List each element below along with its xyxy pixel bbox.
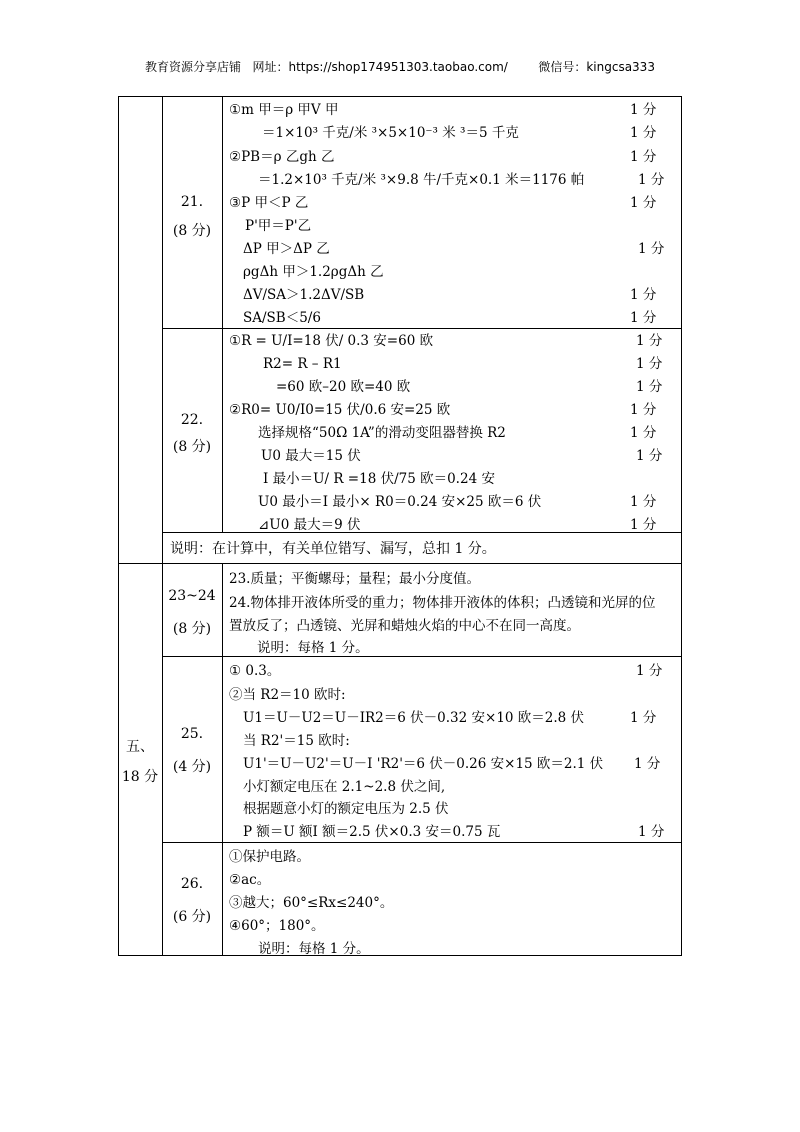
line-points: 1 分 [638, 172, 665, 188]
answer-line: 当 R2'＝15 欧时: [243, 733, 350, 749]
line-points: 1 分 [630, 125, 657, 141]
section-points: 18 分 [121, 769, 159, 785]
answer-line: 小灯额定电压在 2.1~2.8 伏之间, [243, 779, 446, 795]
answer-line: P'甲＝P'乙 [245, 218, 312, 234]
answer-line: U0 最小＝I 最小× R0＝0.24 安×25 欧＝6 伏 [258, 494, 542, 510]
line-points: 1 分 [634, 756, 661, 772]
line-points: 1 分 [636, 356, 663, 372]
question-number: 26. [180, 876, 204, 892]
answer-line: ⊿U0 最大＝9 伏 [258, 517, 361, 533]
answer-line: 23.质量；平衡螺母；量程；最小分度值。 [229, 571, 480, 587]
question-number: 25. [180, 726, 204, 742]
answer-line: 选择规格“50Ω 1A”的滑动变阻器替换 R2 [258, 425, 506, 441]
line-points: 1 分 [636, 333, 663, 349]
answer-line: 置放反了；凸透镜、光屏和蜡烛火焰的中心不在同一高度。 [229, 618, 580, 634]
calculation-note: 说明：在计算中，有关单位错写、漏写，总扣 1 分。 [170, 541, 496, 557]
line-points: 1 分 [630, 310, 657, 326]
answer-line: ΔP 甲＞ΔP 乙 [243, 241, 330, 257]
line-points: 1 分 [630, 402, 657, 418]
answer-line: 24.物体排开液体所受的重力；物体排开液体的体积；凸透镜和光屏的位 [229, 595, 656, 611]
line-points: 1 分 [630, 425, 657, 441]
question-points: (8 分) [172, 439, 212, 455]
answer-line: ④60°；180°。 [229, 918, 325, 934]
line-points: 1 分 [630, 102, 657, 118]
line-points: 1 分 [630, 149, 657, 165]
question-points: (6 分) [172, 909, 212, 925]
answer-line: SA/SB＜5/6 [243, 310, 321, 326]
answer-line: ΔV/SA＞1.2ΔV/SB [243, 287, 365, 303]
line-points: 1 分 [636, 379, 663, 395]
question-number: 21. [180, 194, 204, 210]
answer-line: ②当 R2＝10 欧时: [229, 687, 346, 703]
answer-line: 根据题意小灯的额定电压为 2.5 伏 [243, 801, 449, 817]
question-points: (4 分) [172, 759, 212, 775]
question-number: 23~24 [168, 588, 216, 604]
section-label: 五、 [126, 739, 154, 755]
answer-line: ③P 甲＜P 乙 [229, 195, 309, 211]
answer-line: ＝1×10³ 千克/米 ³×5×10⁻³ 米 ³＝5 千克 [262, 125, 519, 141]
line-points: 1 分 [630, 710, 657, 726]
answer-line: ②ac。 [229, 872, 271, 888]
answer-line: 说明：每格 1 分。 [257, 640, 369, 656]
answer-line: R2= R – R1 [263, 356, 342, 372]
question-number: 22. [180, 412, 204, 428]
line-points: 1 分 [630, 517, 657, 533]
answer-line: ②PB＝ρ 乙gh 乙 [229, 149, 335, 165]
line-points: 1 分 [630, 195, 657, 211]
answer-line: U1'＝U－U2'＝U－I 'R2'＝6 伏－0.26 安×15 欧＝2.1 伏 [243, 756, 604, 772]
answer-line: ③越大；60°≤Rx≤240°。 [229, 895, 394, 911]
line-points: 1 分 [638, 241, 665, 257]
answer-line: I 最小＝U/ R =18 伏/75 欧＝0.24 安 [263, 471, 495, 487]
answer-line: ① 0.3。 [229, 663, 281, 679]
question-points: (8 分) [172, 223, 212, 239]
answer-line: ＝1.2×10³ 千克/米 ³×9.8 牛/千克×0.1 米＝1176 帕 [258, 172, 585, 188]
answer-line: ①保护电路。 [229, 849, 310, 865]
line-points: 1 分 [636, 663, 663, 679]
line-points: 1 分 [630, 494, 657, 510]
answer-line: U1＝U－U2＝U－IR2＝6 伏－0.32 安×10 欧＝2.8 伏 [243, 710, 585, 726]
answer-line: ①R = U/I=18 伏/ 0.3 安=60 欧 [229, 333, 434, 349]
line-points: 1 分 [638, 824, 665, 840]
page-header: 教育资源分享店铺 网址：https://shop174951303.taobao.com/ 微信号：kingcsa333 [145, 60, 655, 74]
answer-line: P 额＝U 额I 额＝2.5 伏×0.3 安＝0.75 瓦 [243, 824, 501, 840]
question-points: (8 分) [172, 621, 212, 637]
answer-line: =60 欧–20 欧=40 欧 [276, 379, 411, 395]
answer-line: 说明：每格 1 分。 [258, 941, 370, 957]
answer-line: ②R0= U0/I0=15 伏/0.6 安=25 欧 [229, 402, 451, 418]
line-points: 1 分 [630, 287, 657, 303]
line-points: 1 分 [636, 448, 663, 464]
answer-line: ρgΔh 甲＞1.2ρgΔh 乙 [243, 264, 384, 280]
answer-line: U0 最大＝15 伏 [261, 448, 361, 464]
answer-line: ①m 甲＝ρ 甲V 甲 [229, 102, 339, 118]
